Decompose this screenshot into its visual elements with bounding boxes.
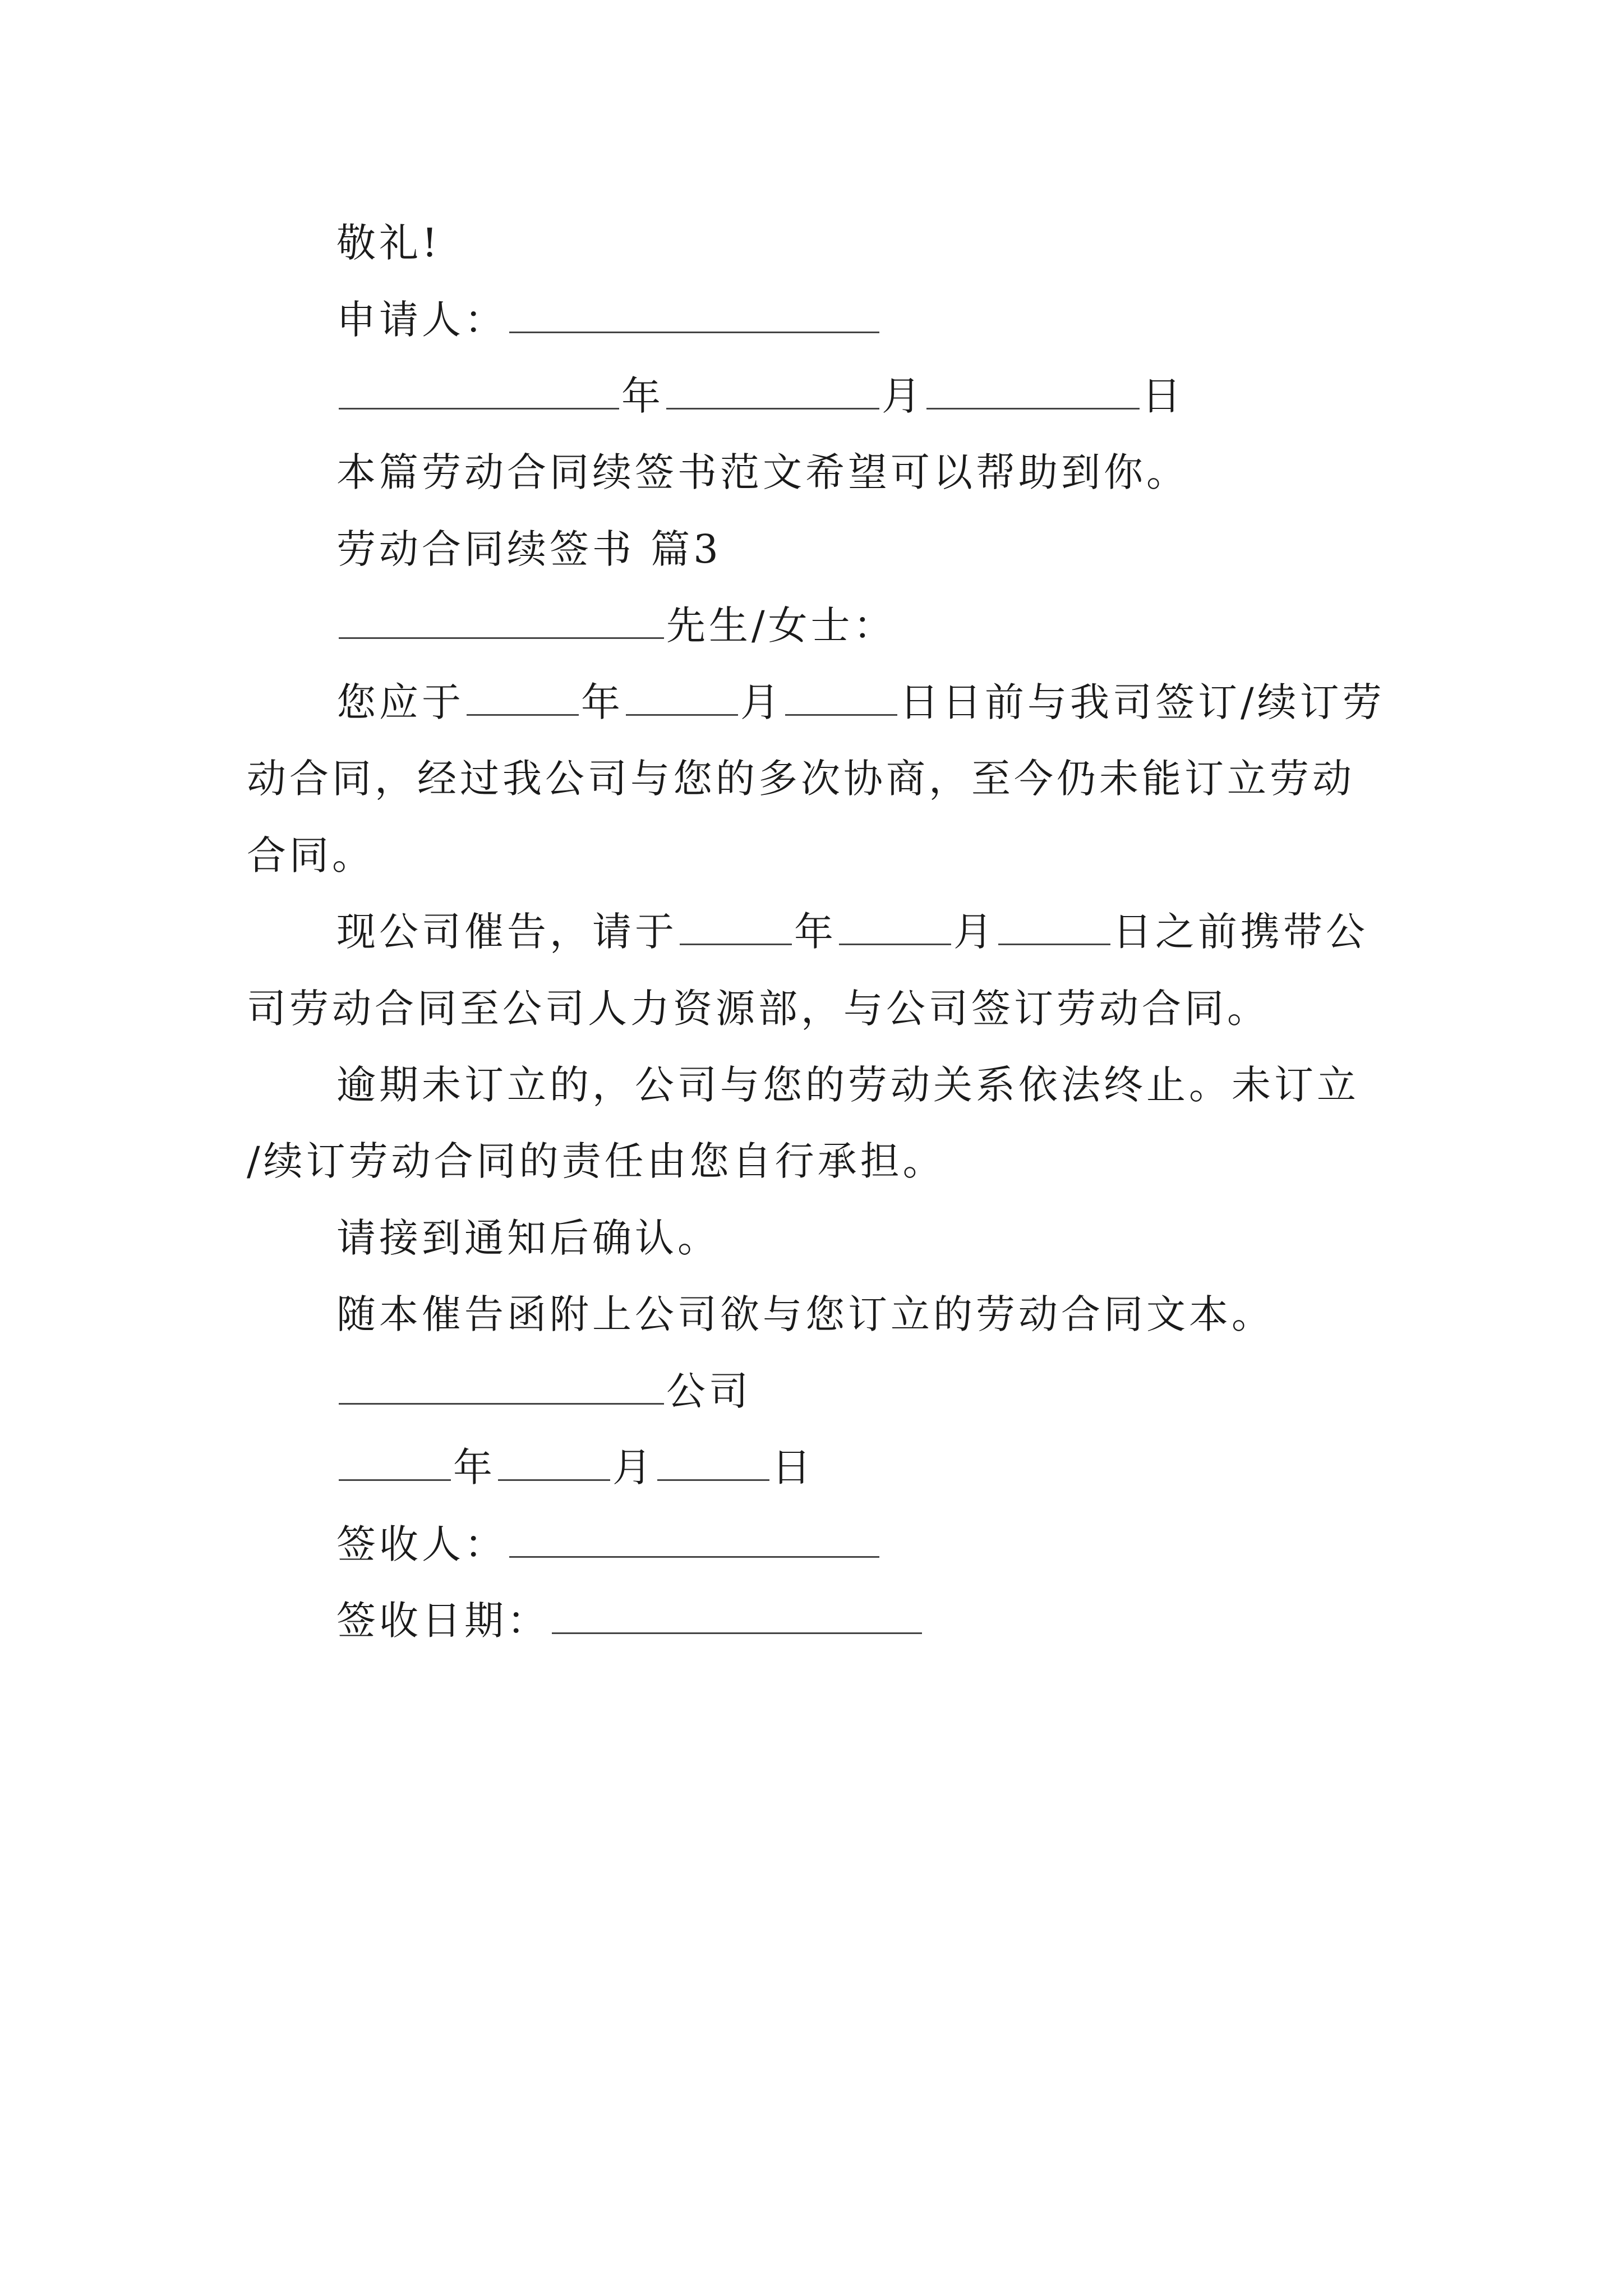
p2-suffix: 日之前携带公 bbox=[1113, 909, 1368, 955]
section-title bbox=[336, 522, 1391, 576]
month-blank bbox=[666, 371, 879, 409]
p1-month-label: 月 bbox=[740, 679, 783, 725]
sign-year-label: 年 bbox=[453, 1444, 496, 1490]
company-suffix: 公司 bbox=[666, 1368, 751, 1414]
year-blank bbox=[339, 371, 619, 409]
sign-date-line bbox=[336, 1441, 1391, 1494]
receiver-label: 签收人： bbox=[336, 1521, 507, 1567]
hope-text: 本篇劳动合同续签书范文希望可以帮助到你。 bbox=[336, 449, 1189, 495]
paragraph-4 bbox=[336, 1211, 1391, 1265]
receiver-line bbox=[336, 1517, 1391, 1571]
paragraph-2-line-2 bbox=[247, 982, 1391, 1036]
year-label: 年 bbox=[621, 373, 664, 419]
salutation-line bbox=[336, 599, 1391, 652]
p1-line2-text: 动合同，经过我公司与您的多次协商，至今仍未能订立劳动 bbox=[247, 756, 1355, 802]
p4-text: 请接到通知后确认。 bbox=[336, 1215, 720, 1261]
paragraph-1-line-3 bbox=[247, 829, 1391, 882]
day-blank bbox=[926, 371, 1140, 409]
p1-prefix: 您应于 bbox=[336, 679, 464, 725]
applicant-line bbox=[336, 293, 1391, 347]
paragraph-1-line-1 bbox=[336, 675, 1391, 729]
day-label: 日 bbox=[1142, 373, 1184, 419]
p3-line1-text: 逾期未订立的，公司与您的劳动关系依法终止。未订立 bbox=[336, 1062, 1359, 1108]
sign-month-label: 月 bbox=[612, 1444, 655, 1490]
receive-date-blank bbox=[552, 1595, 922, 1634]
month-label: 月 bbox=[882, 373, 924, 419]
paragraph-2-line-1 bbox=[336, 905, 1391, 959]
p2-month-blank bbox=[839, 907, 951, 945]
p2-line2-text: 司劳动合同至公司人力资源部，与公司签订劳动合同。 bbox=[247, 986, 1270, 1032]
hope-line bbox=[336, 445, 1391, 499]
closing-text: 敬礼! bbox=[336, 220, 441, 266]
company-line bbox=[336, 1364, 1391, 1418]
p1-year-blank bbox=[467, 677, 579, 716]
receive-date-line bbox=[336, 1594, 1391, 1648]
p1-suffix: 日日前与我司签订/续订劳 bbox=[900, 679, 1385, 725]
closing-line bbox=[336, 216, 1391, 270]
sign-day-label: 日 bbox=[772, 1444, 814, 1490]
receive-date-label: 签收日期： bbox=[336, 1598, 550, 1644]
sign-year-blank bbox=[339, 1442, 451, 1481]
p2-day-blank bbox=[998, 907, 1110, 945]
p1-year-label: 年 bbox=[581, 679, 624, 725]
p1-line3-text: 合同。 bbox=[247, 832, 375, 878]
receiver-blank bbox=[509, 1519, 879, 1558]
p1-month-blank bbox=[626, 677, 738, 716]
company-blank bbox=[339, 1366, 664, 1405]
p2-prefix: 现公司催告，请于 bbox=[336, 909, 677, 955]
paragraph-3-line-2 bbox=[247, 1134, 1391, 1188]
paragraph-1-line-2 bbox=[247, 752, 1391, 806]
applicant-date-line bbox=[336, 369, 1391, 423]
paragraph-5 bbox=[336, 1287, 1391, 1341]
sign-day-blank bbox=[657, 1442, 769, 1481]
p1-day-blank bbox=[785, 677, 897, 716]
p2-year-blank bbox=[680, 907, 792, 945]
salutation-suffix: 先生/女士： bbox=[666, 602, 896, 648]
applicant-blank bbox=[509, 295, 879, 333]
p2-month-label: 月 bbox=[953, 909, 996, 955]
sign-month-blank bbox=[498, 1442, 610, 1481]
p3-line2-text: /续订劳动合同的责任由您自行承担。 bbox=[247, 1138, 946, 1184]
p2-year-label: 年 bbox=[794, 909, 837, 955]
section-title-text: 劳动合同续签书 篇3 bbox=[336, 526, 722, 572]
applicant-label: 申请人： bbox=[336, 297, 507, 343]
paragraph-3-line-1 bbox=[336, 1058, 1391, 1112]
name-blank bbox=[339, 600, 664, 639]
p5-text: 随本催告函附上公司欲与您订立的劳动合同文本。 bbox=[336, 1291, 1274, 1337]
